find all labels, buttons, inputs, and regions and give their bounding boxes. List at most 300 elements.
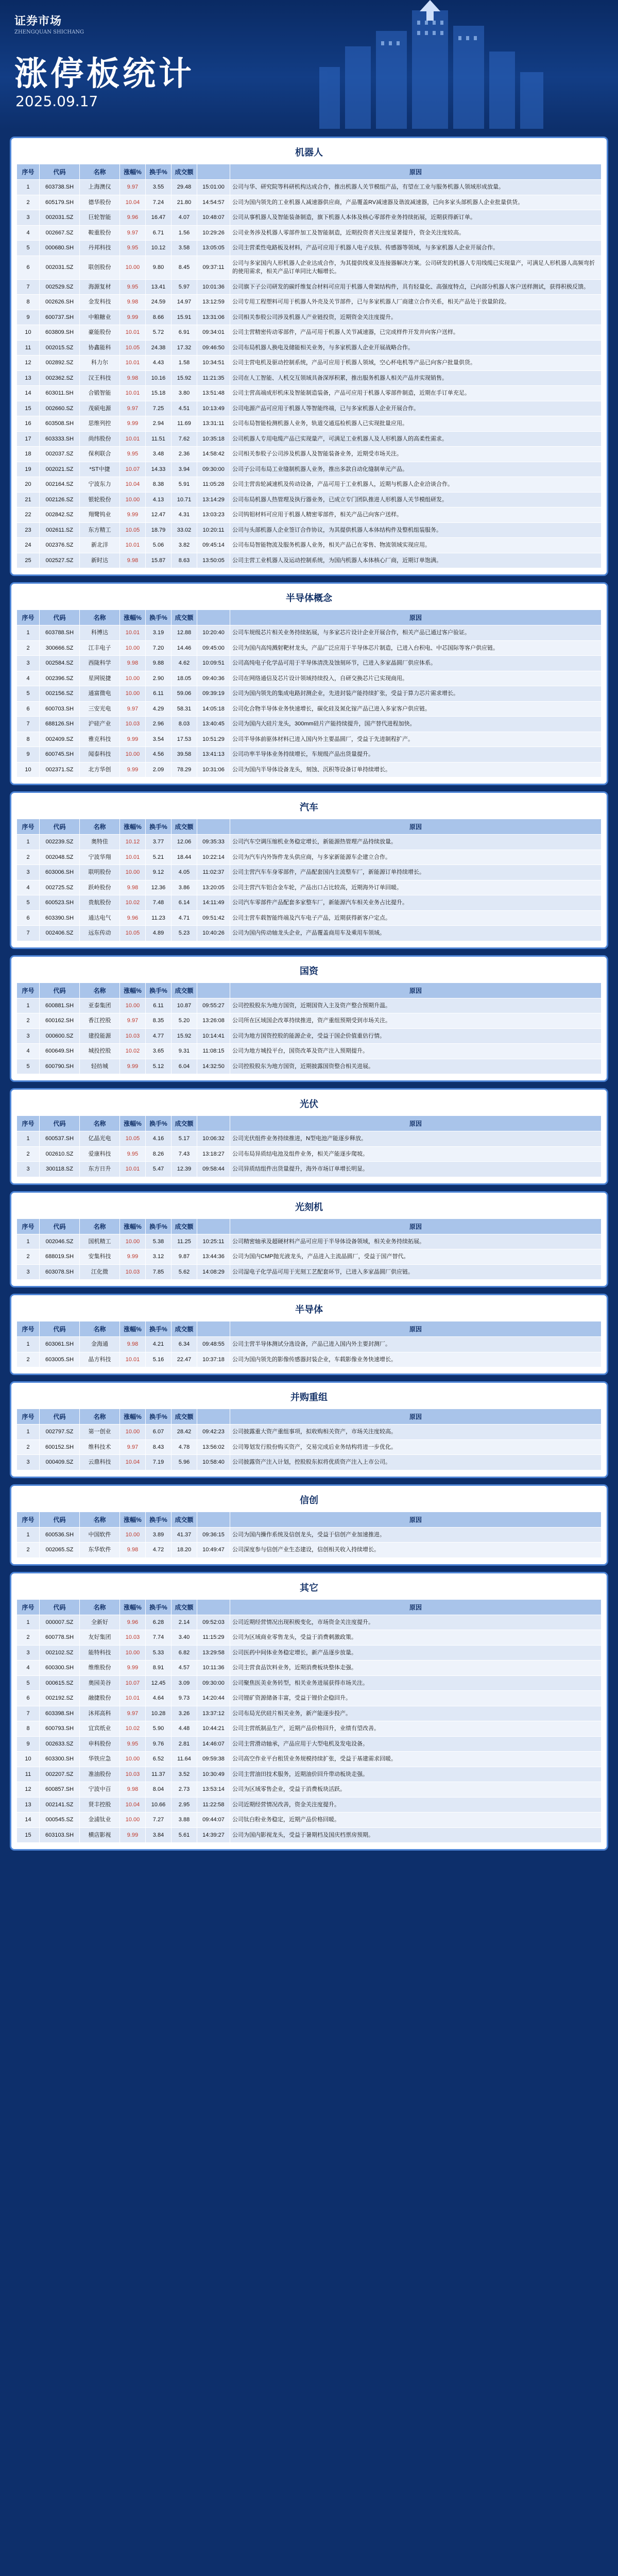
table-cell: 10.03 [120, 1028, 146, 1044]
table-cell: 688126.SH [40, 717, 80, 732]
table-cell: 公司钛白粉业务稳定，近期产品价格回暖。 [230, 1812, 602, 1828]
table-cell: 4 [17, 671, 40, 686]
table-cell: 10.00 [120, 1527, 146, 1543]
table-cell: 公司主营精密传动零部件，产品可用于机器人关节减速器，已完成样件开发并向客户送样。 [230, 325, 602, 341]
table-cell: 1 [17, 835, 40, 850]
table-cell: 7.27 [146, 1812, 171, 1828]
table-cell: 002611.SZ [40, 522, 80, 538]
table-cell: 全新好 [80, 1615, 120, 1630]
table-cell: 13:18:27 [197, 1146, 230, 1162]
table-cell: 11.37 [146, 1767, 171, 1782]
table-cell: 11 [17, 1767, 40, 1782]
table-row [17, 431, 602, 447]
table-cell: 9.97 [120, 701, 146, 717]
table-cell: 5.90 [146, 1721, 171, 1737]
table-cell: 10 [17, 762, 40, 777]
table-cell: 1 [17, 1131, 40, 1147]
column-header: 序号 [17, 982, 40, 998]
table-cell: 6.52 [146, 1752, 171, 1767]
table-cell: 002362.SZ [40, 370, 80, 386]
table-cell: 10:14:41 [197, 1028, 230, 1044]
table-cell: 10.12 [146, 241, 171, 256]
table-cell: 公司电源产品可应用于机器人等智能终端，已与多家机器人企业开展合作。 [230, 401, 602, 416]
table-cell: 002126.SZ [40, 492, 80, 507]
column-header: 涨幅% [120, 164, 146, 180]
table-cell: 轻纺城 [80, 1059, 120, 1074]
table-cell: 公司聚焦医美业务转型，相关业务进展获得市场关注。 [230, 1675, 602, 1691]
table-cell: 贤丰控股 [80, 1797, 120, 1812]
column-header: 换手% [146, 1409, 171, 1425]
table-cell: 9.80 [146, 256, 171, 279]
column-header: 成交额 [171, 1321, 197, 1337]
table-cell: 3.54 [146, 732, 171, 747]
table-cell: 10.03 [120, 1630, 146, 1646]
table-row [17, 998, 602, 1013]
table-row [17, 686, 602, 702]
table-cell: 10:06:32 [197, 1131, 230, 1147]
table-cell: 10.01 [120, 850, 146, 865]
table-cell: 4.78 [171, 1439, 197, 1455]
table-cell: 9.99 [120, 762, 146, 777]
table-cell: 9 [17, 310, 40, 325]
column-header [197, 1321, 230, 1337]
table-cell: 1 [17, 998, 40, 1013]
table-cell: 10.01 [120, 325, 146, 341]
table-cell: 002725.SZ [40, 880, 80, 895]
table-cell: 10:20:11 [197, 522, 230, 538]
table-cell: 603061.SH [40, 1337, 80, 1352]
table-cell: 2 [17, 195, 40, 210]
table-cell: 4 [17, 225, 40, 241]
table-cell: 9.98 [120, 880, 146, 895]
table-cell: 13:41:13 [197, 747, 230, 762]
table-cell: 10.04 [120, 1797, 146, 1812]
table-row [17, 1044, 602, 1059]
table-cell: 16.47 [146, 210, 171, 226]
table-cell: 24.38 [146, 340, 171, 355]
table-cell: 4.48 [171, 1721, 197, 1737]
table-cell: 星网锐捷 [80, 671, 120, 686]
table-cell: 22.47 [171, 1352, 197, 1367]
column-header: 换手% [146, 1218, 171, 1234]
table-cell: 公司锂矿资源储备丰富，受益于锂价企稳回升。 [230, 1691, 602, 1706]
table-cell: 09:45:14 [197, 538, 230, 553]
table-cell: 能特科技 [80, 1645, 120, 1660]
table-row [17, 462, 602, 477]
column-header: 代码 [40, 164, 80, 180]
table-row [17, 180, 602, 195]
table-cell: 002633.SZ [40, 1736, 80, 1752]
table-cell: 公司为国内领先的影像传感器封装企业，车载影像业务快速增长。 [230, 1352, 602, 1367]
table-cell: 金发科技 [80, 295, 120, 310]
table-cell: 09:30:00 [197, 462, 230, 477]
table-row [17, 386, 602, 401]
limit-up-table [16, 1599, 602, 1843]
table-cell: 公司异质结组件出货量提升，海外市场订单增长明显。 [230, 1162, 602, 1177]
table-row [17, 1812, 602, 1828]
table-cell: 11.51 [146, 431, 171, 447]
column-header: 原因 [230, 1512, 602, 1527]
section-card [11, 1193, 607, 1286]
table-cell: 59.06 [171, 686, 197, 702]
table-row [17, 325, 602, 341]
column-header: 序号 [17, 1116, 40, 1131]
table-cell: 10.01 [120, 538, 146, 553]
table-cell: 横店影视 [80, 1827, 120, 1843]
table-cell: 10 [17, 325, 40, 341]
table-cell: 5.62 [171, 1264, 197, 1280]
limit-up-table [16, 1218, 602, 1280]
table-cell: 银轮股份 [80, 492, 120, 507]
table-cell: 金浦钛业 [80, 1812, 120, 1828]
column-header: 原因 [230, 1218, 602, 1234]
table-cell: 600737.SH [40, 310, 80, 325]
table-row [17, 522, 602, 538]
table-cell: 09:52:03 [197, 1615, 230, 1630]
table-cell: 9.99 [120, 507, 146, 523]
table-cell: 10:22:14 [197, 850, 230, 865]
table-row [17, 880, 602, 895]
table-cell: 5.21 [146, 850, 171, 865]
table-cell: 10.00 [120, 998, 146, 1013]
table-cell: 603005.SH [40, 1352, 80, 1367]
table-cell: 11.25 [171, 1234, 197, 1249]
column-header: 名称 [80, 1218, 120, 1234]
column-header: 原因 [230, 819, 602, 835]
table-cell: 10.00 [120, 686, 146, 702]
table-cell: 3.40 [171, 1630, 197, 1646]
table-cell: 公司为区域零售企业，受益于消费板块活跃。 [230, 1782, 602, 1798]
table-cell: 09:30:00 [197, 1675, 230, 1691]
table-cell: 3.89 [146, 1527, 171, 1543]
table-cell: 公司布局光伏硅片相关业务，新产能逐步投产。 [230, 1706, 602, 1721]
table-cell: 10:49:47 [197, 1543, 230, 1558]
table-cell: 10.66 [146, 1797, 171, 1812]
table-cell: 002192.SZ [40, 1691, 80, 1706]
table-cell: 5.17 [171, 1131, 197, 1147]
table-cell: 17.32 [171, 340, 197, 355]
column-header: 名称 [80, 164, 120, 180]
table-cell: 融捷股份 [80, 1691, 120, 1706]
table-cell: 茂硕电源 [80, 401, 120, 416]
column-header: 成交额 [171, 982, 197, 998]
column-header: 原因 [230, 1116, 602, 1131]
section-card [11, 1383, 607, 1477]
table-cell: 603078.SH [40, 1264, 80, 1280]
table-cell: 3 [17, 1264, 40, 1280]
table-cell: 9.12 [146, 865, 171, 880]
page-title: 涨停板统计 [14, 55, 195, 93]
table-row [17, 850, 602, 865]
table-cell: 4.57 [171, 1660, 197, 1676]
table-cell: 公司近期经营情况改善，资金关注度提升。 [230, 1797, 602, 1812]
table-cell: 公司专用工程塑料可用于机器人外壳及关节部件，已与多家机器人厂商建立合作关系，相关产品处于放量阶段。 [230, 295, 602, 310]
section-title: 国资 [300, 965, 318, 976]
column-header [197, 1218, 230, 1234]
table-cell: 13:26:08 [197, 1013, 230, 1029]
table-cell: 协鑫能科 [80, 340, 120, 355]
column-header: 换手% [146, 1116, 171, 1131]
table-cell: 9.87 [171, 1249, 197, 1265]
table-cell: 8.35 [146, 1013, 171, 1029]
table-cell: 华铁应急 [80, 1752, 120, 1767]
section-card [11, 1573, 607, 1850]
table-cell: 公司为国内领先的集成电路封测企业，先进封装产能持续扩张，受益于算力芯片需求增长。 [230, 686, 602, 702]
table-cell: 5.16 [146, 1352, 171, 1367]
column-header: 代码 [40, 1512, 80, 1527]
table-cell: 雅克科技 [80, 732, 120, 747]
table-cell: 09:46:50 [197, 340, 230, 355]
table-cell: 600745.SH [40, 747, 80, 762]
table-cell: 建投能源 [80, 1028, 120, 1044]
table-cell: 8.03 [171, 717, 197, 732]
table-cell: 41.37 [171, 1527, 197, 1543]
table-cell: 6.82 [171, 1645, 197, 1660]
table-row [17, 340, 602, 355]
table-cell: 1 [17, 1425, 40, 1440]
table-cell: 15.87 [146, 553, 171, 568]
table-cell: 600790.SH [40, 1059, 80, 1074]
table-cell: 1 [17, 1234, 40, 1249]
table-cell: 5.72 [146, 325, 171, 341]
table-cell: 28.42 [171, 1425, 197, 1440]
table-cell: 10:48:07 [197, 210, 230, 226]
table-cell: 9.76 [146, 1736, 171, 1752]
table-cell: 上海澳仪 [80, 180, 120, 195]
table-cell: 德华股份 [80, 195, 120, 210]
table-cell: 公司为国内传动轴龙头企业，产品覆盖商用车及乘用车领域。 [230, 926, 602, 941]
table-cell: 13 [17, 1797, 40, 1812]
table-cell: 公司主营汽车铝合金车轮，产品出口占比较高，近期海外订单回暖。 [230, 880, 602, 895]
table-row [17, 656, 602, 671]
table-cell: 宁波华翔 [80, 850, 120, 865]
table-cell: 闻泰科技 [80, 747, 120, 762]
table-cell: 3.52 [171, 1767, 197, 1782]
column-header: 成交额 [171, 1599, 197, 1615]
column-header: 原因 [230, 1321, 602, 1337]
table-cell: 2.09 [146, 762, 171, 777]
table-cell: 605179.SH [40, 195, 80, 210]
table-cell: 2 [17, 1249, 40, 1265]
table-row [17, 1249, 602, 1265]
table-cell: 10:20:40 [197, 625, 230, 641]
table-cell: 9 [17, 1736, 40, 1752]
column-header: 名称 [80, 1321, 120, 1337]
table-cell: 9.95 [120, 241, 146, 256]
table-cell: 2.14 [171, 1615, 197, 1630]
table-row [17, 256, 602, 279]
table-row [17, 1630, 602, 1646]
table-cell: 9.99 [120, 732, 146, 747]
table-cell: 10.71 [171, 492, 197, 507]
table-cell: 2 [17, 1439, 40, 1455]
table-cell: 4.29 [146, 701, 171, 717]
table-cell: 海源复材 [80, 279, 120, 295]
table-cell: 公司在网络通信及芯片设计领域持续投入，自研交换芯片已实现商用。 [230, 671, 602, 686]
table-row [17, 1131, 602, 1147]
table-cell: 跃岭股份 [80, 880, 120, 895]
table-cell: 14:20:44 [197, 1691, 230, 1706]
table-cell: 2.94 [146, 416, 171, 432]
table-cell: 2.95 [171, 1797, 197, 1812]
table-cell: 公司主营工业机器人及运动控制系统，为国内机器人本体核心厂商，近期订单饱满。 [230, 553, 602, 568]
table-cell: 公司布局智能检测机器人业务，轨道交通巡检机器人已实现批量应用。 [230, 416, 602, 432]
table-cell: 8.63 [171, 553, 197, 568]
table-row [17, 241, 602, 256]
table-cell: 10.04 [120, 1455, 146, 1470]
table-cell: 11.69 [171, 416, 197, 432]
table-cell: 公司为国内领先的工业机器人减速器供应商，产品覆盖RV减速器及谐波减速器，已向多家头部机器人企业批量供货。 [230, 195, 602, 210]
table-cell: 9.96 [120, 210, 146, 226]
section-title: 并购重组 [290, 1392, 328, 1402]
table-cell: 贵航股份 [80, 895, 120, 911]
table-cell: 002376.SZ [40, 538, 80, 553]
table-cell: 13:40:45 [197, 717, 230, 732]
table-cell: 002164.SZ [40, 477, 80, 493]
table-cell: 6 [17, 1691, 40, 1706]
column-header: 涨幅% [120, 1512, 146, 1527]
table-cell: 云鼎科技 [80, 1455, 120, 1470]
table-cell: 21.80 [171, 195, 197, 210]
table-cell: 中粮糖业 [80, 310, 120, 325]
table-cell: 4.21 [146, 1337, 171, 1352]
table-cell: 5.20 [171, 1013, 197, 1029]
column-header: 换手% [146, 819, 171, 835]
table-cell: 公司车规级芯片相关业务持续拓展，与多家芯片设计企业开展合作，相关产品已通过客户验证。 [230, 625, 602, 641]
column-header: 代码 [40, 1116, 80, 1131]
table-cell: 3.88 [171, 1812, 197, 1828]
table-cell: 18.05 [171, 671, 197, 686]
limit-up-table [16, 1321, 602, 1367]
table-cell: 公司高空作业平台租赁业务规模持续扩张，受益于基建需求回暖。 [230, 1752, 602, 1767]
table-cell: 2 [17, 1352, 40, 1367]
table-cell: 5.33 [146, 1645, 171, 1660]
table-cell: 3 [17, 1455, 40, 1470]
column-header: 序号 [17, 164, 40, 180]
table-cell: 北方华创 [80, 762, 120, 777]
table-cell: 10:11:36 [197, 1660, 230, 1676]
table-cell: 10.05 [120, 1131, 146, 1147]
table-cell: 6.14 [171, 895, 197, 911]
table-cell: 10.01 [120, 355, 146, 371]
table-cell: 58.31 [171, 701, 197, 717]
table-cell: 6.28 [146, 1615, 171, 1630]
section-title: 光伏 [300, 1099, 318, 1109]
table-cell: 14:58:42 [197, 447, 230, 462]
table-cell: 5.96 [171, 1455, 197, 1470]
table-cell: 通富微电 [80, 686, 120, 702]
table-cell: 600523.SH [40, 895, 80, 911]
page-date: 2025.09.17 [15, 93, 98, 110]
table-cell: 公司为国内高纯溅射靶材龙头，产品广泛应用于半导体芯片制造，已进入台积电、中芯国际等客户供应链。 [230, 640, 602, 656]
limit-up-table [16, 819, 602, 941]
table-cell: 002021.SZ [40, 462, 80, 477]
table-cell: 翔鹭钨业 [80, 507, 120, 523]
table-cell: 6.04 [171, 1059, 197, 1074]
table-cell: 5.12 [146, 1059, 171, 1074]
table-row [17, 1337, 602, 1352]
table-cell: 10.87 [171, 998, 197, 1013]
table-cell: 14:11:49 [197, 895, 230, 911]
table-row [17, 507, 602, 523]
table-cell: 9.97 [120, 1439, 146, 1455]
table-cell: 18.20 [171, 1543, 197, 1558]
table-row [17, 717, 602, 732]
table-cell: 3.80 [171, 386, 197, 401]
column-header: 成交额 [171, 164, 197, 180]
table-cell: 6 [17, 701, 40, 717]
table-cell: 5.23 [171, 926, 197, 941]
table-cell: 江化微 [80, 1264, 120, 1280]
table-cell: 东方日升 [80, 1162, 120, 1177]
table-cell: *ST中捷 [80, 462, 120, 477]
table-cell: 2 [17, 1013, 40, 1029]
table-cell: 12.36 [146, 880, 171, 895]
table-cell: 9.99 [120, 1827, 146, 1843]
table-cell: 4.71 [171, 910, 197, 926]
table-cell: 国机精工 [80, 1234, 120, 1249]
table-cell: 10.00 [120, 865, 146, 880]
table-cell: 6 [17, 256, 40, 279]
table-cell: 公司布局机器人热管理及执行器业务，已成立专门团队推进人形机器人关节模组研发。 [230, 492, 602, 507]
table-cell: 14:39:27 [197, 1827, 230, 1843]
table-row [17, 447, 602, 462]
table-cell: 鞍重股份 [80, 225, 120, 241]
column-header: 成交额 [171, 1116, 197, 1131]
table-cell: 002371.SZ [40, 762, 80, 777]
table-cell: 600152.SH [40, 1439, 80, 1455]
column-header: 原因 [230, 1409, 602, 1425]
column-header: 代码 [40, 819, 80, 835]
table-row [17, 1675, 602, 1691]
table-cell: 29.48 [171, 180, 197, 195]
table-cell: 10.05 [120, 522, 146, 538]
table-cell: 10.01 [120, 1162, 146, 1177]
table-cell: 3.09 [171, 1675, 197, 1691]
table-cell: 1 [17, 625, 40, 641]
table-cell: 公司布局机器人换电及储能相关业务，与多家机器人企业开展战略合作。 [230, 340, 602, 355]
table-cell: 002610.SZ [40, 1146, 80, 1162]
table-cell: 东华软件 [80, 1543, 120, 1558]
table-cell: 14:32:50 [197, 1059, 230, 1074]
table-row [17, 1615, 602, 1630]
table-cell: 3.26 [171, 1706, 197, 1721]
table-cell: 13:29:58 [197, 1645, 230, 1660]
table-row [17, 355, 602, 371]
table-cell: 维科技术 [80, 1439, 120, 1455]
table-cell: 公司业务涉及机器人零部件加工及智能制造，近期投资者关注度显著提升，资金关注度较高。 [230, 225, 602, 241]
table-cell: 603333.SH [40, 431, 80, 447]
table-cell: 13 [17, 370, 40, 386]
table-cell: 13:12:59 [197, 295, 230, 310]
section-title: 机器人 [295, 147, 323, 158]
table-cell: 15.92 [171, 1028, 197, 1044]
table-cell: 7.25 [146, 401, 171, 416]
table-cell: 5 [17, 686, 40, 702]
column-header [197, 610, 230, 625]
table-row [17, 1162, 602, 1177]
table-row [17, 1691, 602, 1706]
table-cell: 39.58 [171, 747, 197, 762]
table-cell: 5.47 [146, 1162, 171, 1177]
column-header [197, 1599, 230, 1615]
table-cell: 香江控股 [80, 1013, 120, 1029]
table-row [17, 1264, 602, 1280]
table-cell: 10.03 [120, 1264, 146, 1280]
table-cell: 9.98 [120, 1782, 146, 1798]
column-header: 换手% [146, 982, 171, 998]
column-header: 原因 [230, 982, 602, 998]
